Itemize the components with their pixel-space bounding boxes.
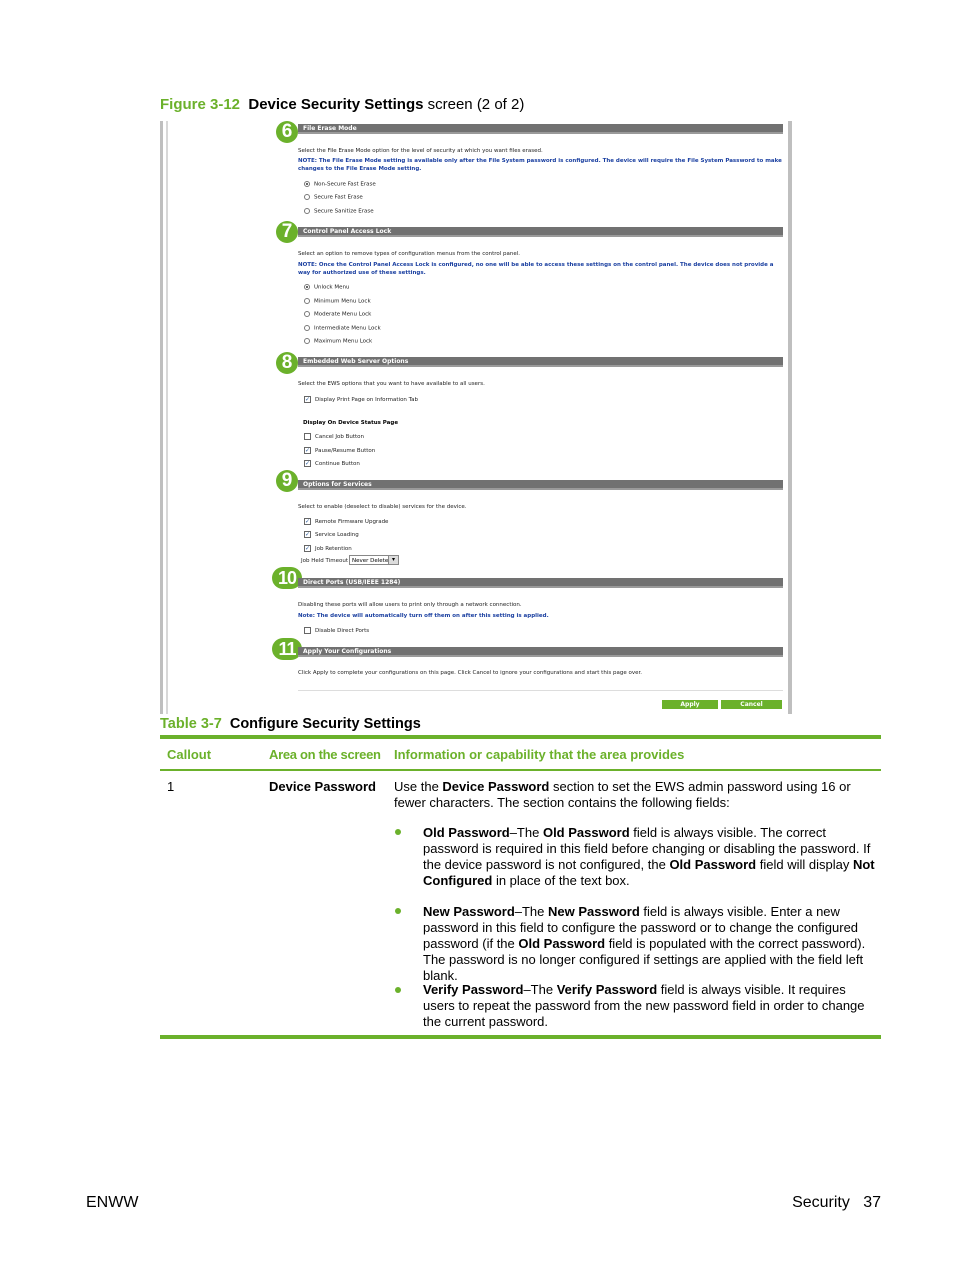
table-bottom-rule xyxy=(160,1035,881,1039)
checkbox-checked-icon[interactable]: ✓ xyxy=(305,545,311,552)
bullet-icon xyxy=(395,908,401,914)
checkbox-cancel-job-button[interactable]: Cancel Job Button xyxy=(304,433,364,440)
apply-instructions: Click Apply to complete your configurations on this page. Click Cancel to ignore your configurations and start this page over. xyxy=(298,670,642,676)
radio-secure-sanitize-erase[interactable]: Secure Sanitize Erase xyxy=(304,208,374,215)
radio-minimum-menu-lock[interactable]: Minimum Menu Lock xyxy=(304,298,371,305)
right-border xyxy=(788,121,792,714)
checkbox-checked-icon[interactable]: ✓ xyxy=(305,518,311,525)
figure-caption xyxy=(160,96,524,113)
settings-screenshot xyxy=(160,121,793,714)
checkbox-checked-icon[interactable]: ✓ xyxy=(305,531,311,538)
header-information: Information or capability that the area provides xyxy=(394,747,685,762)
checkbox-icon[interactable] xyxy=(304,433,311,440)
checkbox-checked-icon[interactable]: ✓ xyxy=(305,460,311,467)
left-border-inner xyxy=(166,121,168,714)
ews-status-heading: Display On Device Status Page xyxy=(303,420,399,426)
bullet-icon xyxy=(395,829,401,835)
footer-left: ENWW xyxy=(86,1194,139,1211)
old-password-description: Old Password–The Old Password field is always visible. The correct password is required in this field before changing or disabling the password. If the device password is not configured, the Old Password field will display Not Configured in place of the text box. xyxy=(423,825,875,888)
figure-label: Figure 3-12 xyxy=(160,96,241,113)
chevron-down-icon[interactable]: ▾ xyxy=(388,556,398,564)
callout-7: 7 xyxy=(276,221,298,243)
services-intro: Select to enable (deselect to disable) services for the device. xyxy=(298,504,467,510)
row-intro: Use the Device Password section to set the EWS admin password using 16 or fewer characters. The section contains the following fields: xyxy=(394,779,851,810)
ews-intro: Select the EWS options that you want to have available to all users. xyxy=(298,381,485,387)
table-label: Table 3-7 xyxy=(160,716,222,732)
radio-intermediate-menu-lock[interactable]: Intermediate Menu Lock xyxy=(304,325,381,332)
header-callout: Callout xyxy=(167,747,212,762)
radio-icon[interactable] xyxy=(304,298,310,304)
radio-selected-icon[interactable] xyxy=(304,284,310,290)
section-apply-your-configurations: Apply Your Configurations xyxy=(298,647,783,657)
job-held-timeout-select[interactable]: Never Delete ▾ xyxy=(349,555,399,565)
checkbox-continue-button[interactable]: ✓ Continue Button xyxy=(305,460,360,467)
cancel-button[interactable]: Cancel xyxy=(721,700,782,709)
checkbox-checked-icon[interactable]: ✓ xyxy=(305,447,311,454)
panel-lock-intro: Select an option to remove types of configuration menus from the control panel. xyxy=(298,251,521,257)
figure-suffix: screen (2 of 2) xyxy=(427,96,525,113)
checkbox-checked-icon[interactable]: ✓ xyxy=(305,396,311,403)
table-caption xyxy=(160,716,421,732)
left-border xyxy=(160,121,163,714)
radio-icon[interactable] xyxy=(304,194,310,200)
row-area: Device Password xyxy=(269,779,376,794)
radio-maximum-menu-lock[interactable]: Maximum Menu Lock xyxy=(304,338,372,345)
file-erase-note: NOTE: The File Erase Mode setting is available only after the File System password is configured. The device will require the File System Password to make changes to the File Erase Mode setting. xyxy=(298,158,782,172)
section-control-panel-access-lock: Control Panel Access Lock xyxy=(298,227,783,237)
header-area: Area on the screen xyxy=(269,747,381,762)
new-password-description: New Password–The New Password field is always visible. Enter a new password in this field to configure the password or to change the configured password (if the Old Password field is populated with the correct password). The password is no longer configured if settings are applied with the field left blank. xyxy=(423,904,866,983)
footer-right xyxy=(792,1194,881,1212)
file-erase-intro: Select the File Erase Mode option for the level of security at which you want files erased. xyxy=(298,148,543,154)
direct-ports-note: Note: The device will automatically turn off them on after this setting is applied. xyxy=(298,613,549,619)
row-callout: 1 xyxy=(167,779,175,794)
table-title: Configure Security Settings xyxy=(229,716,421,732)
radio-selected-icon[interactable] xyxy=(304,181,310,187)
callout-11: 11 xyxy=(272,638,302,660)
callout-9: 9 xyxy=(276,470,298,492)
table-header-rule xyxy=(160,769,881,771)
bullet-icon xyxy=(395,987,401,993)
section-file-erase-mode: File Erase Mode xyxy=(298,124,783,134)
verify-password-description: Verify Password–The Verify Password field is always visible. It requires users to repeat the password from the new password field in order to change the current password. xyxy=(423,982,865,1029)
divider xyxy=(298,690,783,691)
footer-section: Security xyxy=(792,1194,850,1211)
table-top-rule xyxy=(160,735,881,739)
radio-non-secure-fast-erase[interactable]: Non-Secure Fast Erase xyxy=(304,181,376,188)
checkbox-display-print-page[interactable]: ✓ Display Print Page on Information Tab xyxy=(305,396,418,403)
checkbox-remote-firmware-upgrade[interactable]: ✓ Remote Firmware Upgrade xyxy=(305,518,389,525)
section-options-for-services: Options for Services xyxy=(298,480,783,490)
figure-title: Device Security Settings xyxy=(248,96,424,113)
job-held-timeout-label: Job Held Timeout xyxy=(301,558,348,564)
radio-icon[interactable] xyxy=(304,208,310,214)
section-embedded-web-server-options: Embedded Web Server Options xyxy=(298,357,783,367)
page-number: 37 xyxy=(863,1194,881,1211)
apply-button[interactable]: Apply xyxy=(662,700,718,709)
callout-10: 10 xyxy=(272,567,302,589)
checkbox-job-retention[interactable]: ✓ Job Retention xyxy=(305,545,352,552)
radio-icon[interactable] xyxy=(304,311,310,317)
checkbox-service-loading[interactable]: ✓ Service Loading xyxy=(305,531,359,538)
callout-8: 8 xyxy=(276,352,298,374)
radio-icon[interactable] xyxy=(304,325,310,331)
radio-secure-fast-erase[interactable]: Secure Fast Erase xyxy=(304,194,363,201)
radio-unlock-menu[interactable]: Unlock Menu xyxy=(304,284,349,291)
section-direct-ports: Direct Ports (USB/IEEE 1284) xyxy=(298,578,783,588)
radio-moderate-menu-lock[interactable]: Moderate Menu Lock xyxy=(304,311,371,318)
checkbox-icon[interactable] xyxy=(304,627,311,634)
callout-6: 6 xyxy=(276,121,298,143)
panel-lock-note: NOTE: Once the Control Panel Access Lock is configured, no one will be able to access these settings on the control panel. The device does not provide a way for authorized use of these settings. xyxy=(298,262,774,276)
radio-icon[interactable] xyxy=(304,338,310,344)
direct-ports-intro: Disabling these ports will allow users to print only through a network connection. xyxy=(298,602,522,608)
checkbox-pause-resume-button[interactable]: ✓ Pause/Resume Button xyxy=(305,447,376,454)
checkbox-disable-direct-ports[interactable]: Disable Direct Ports xyxy=(304,627,369,634)
